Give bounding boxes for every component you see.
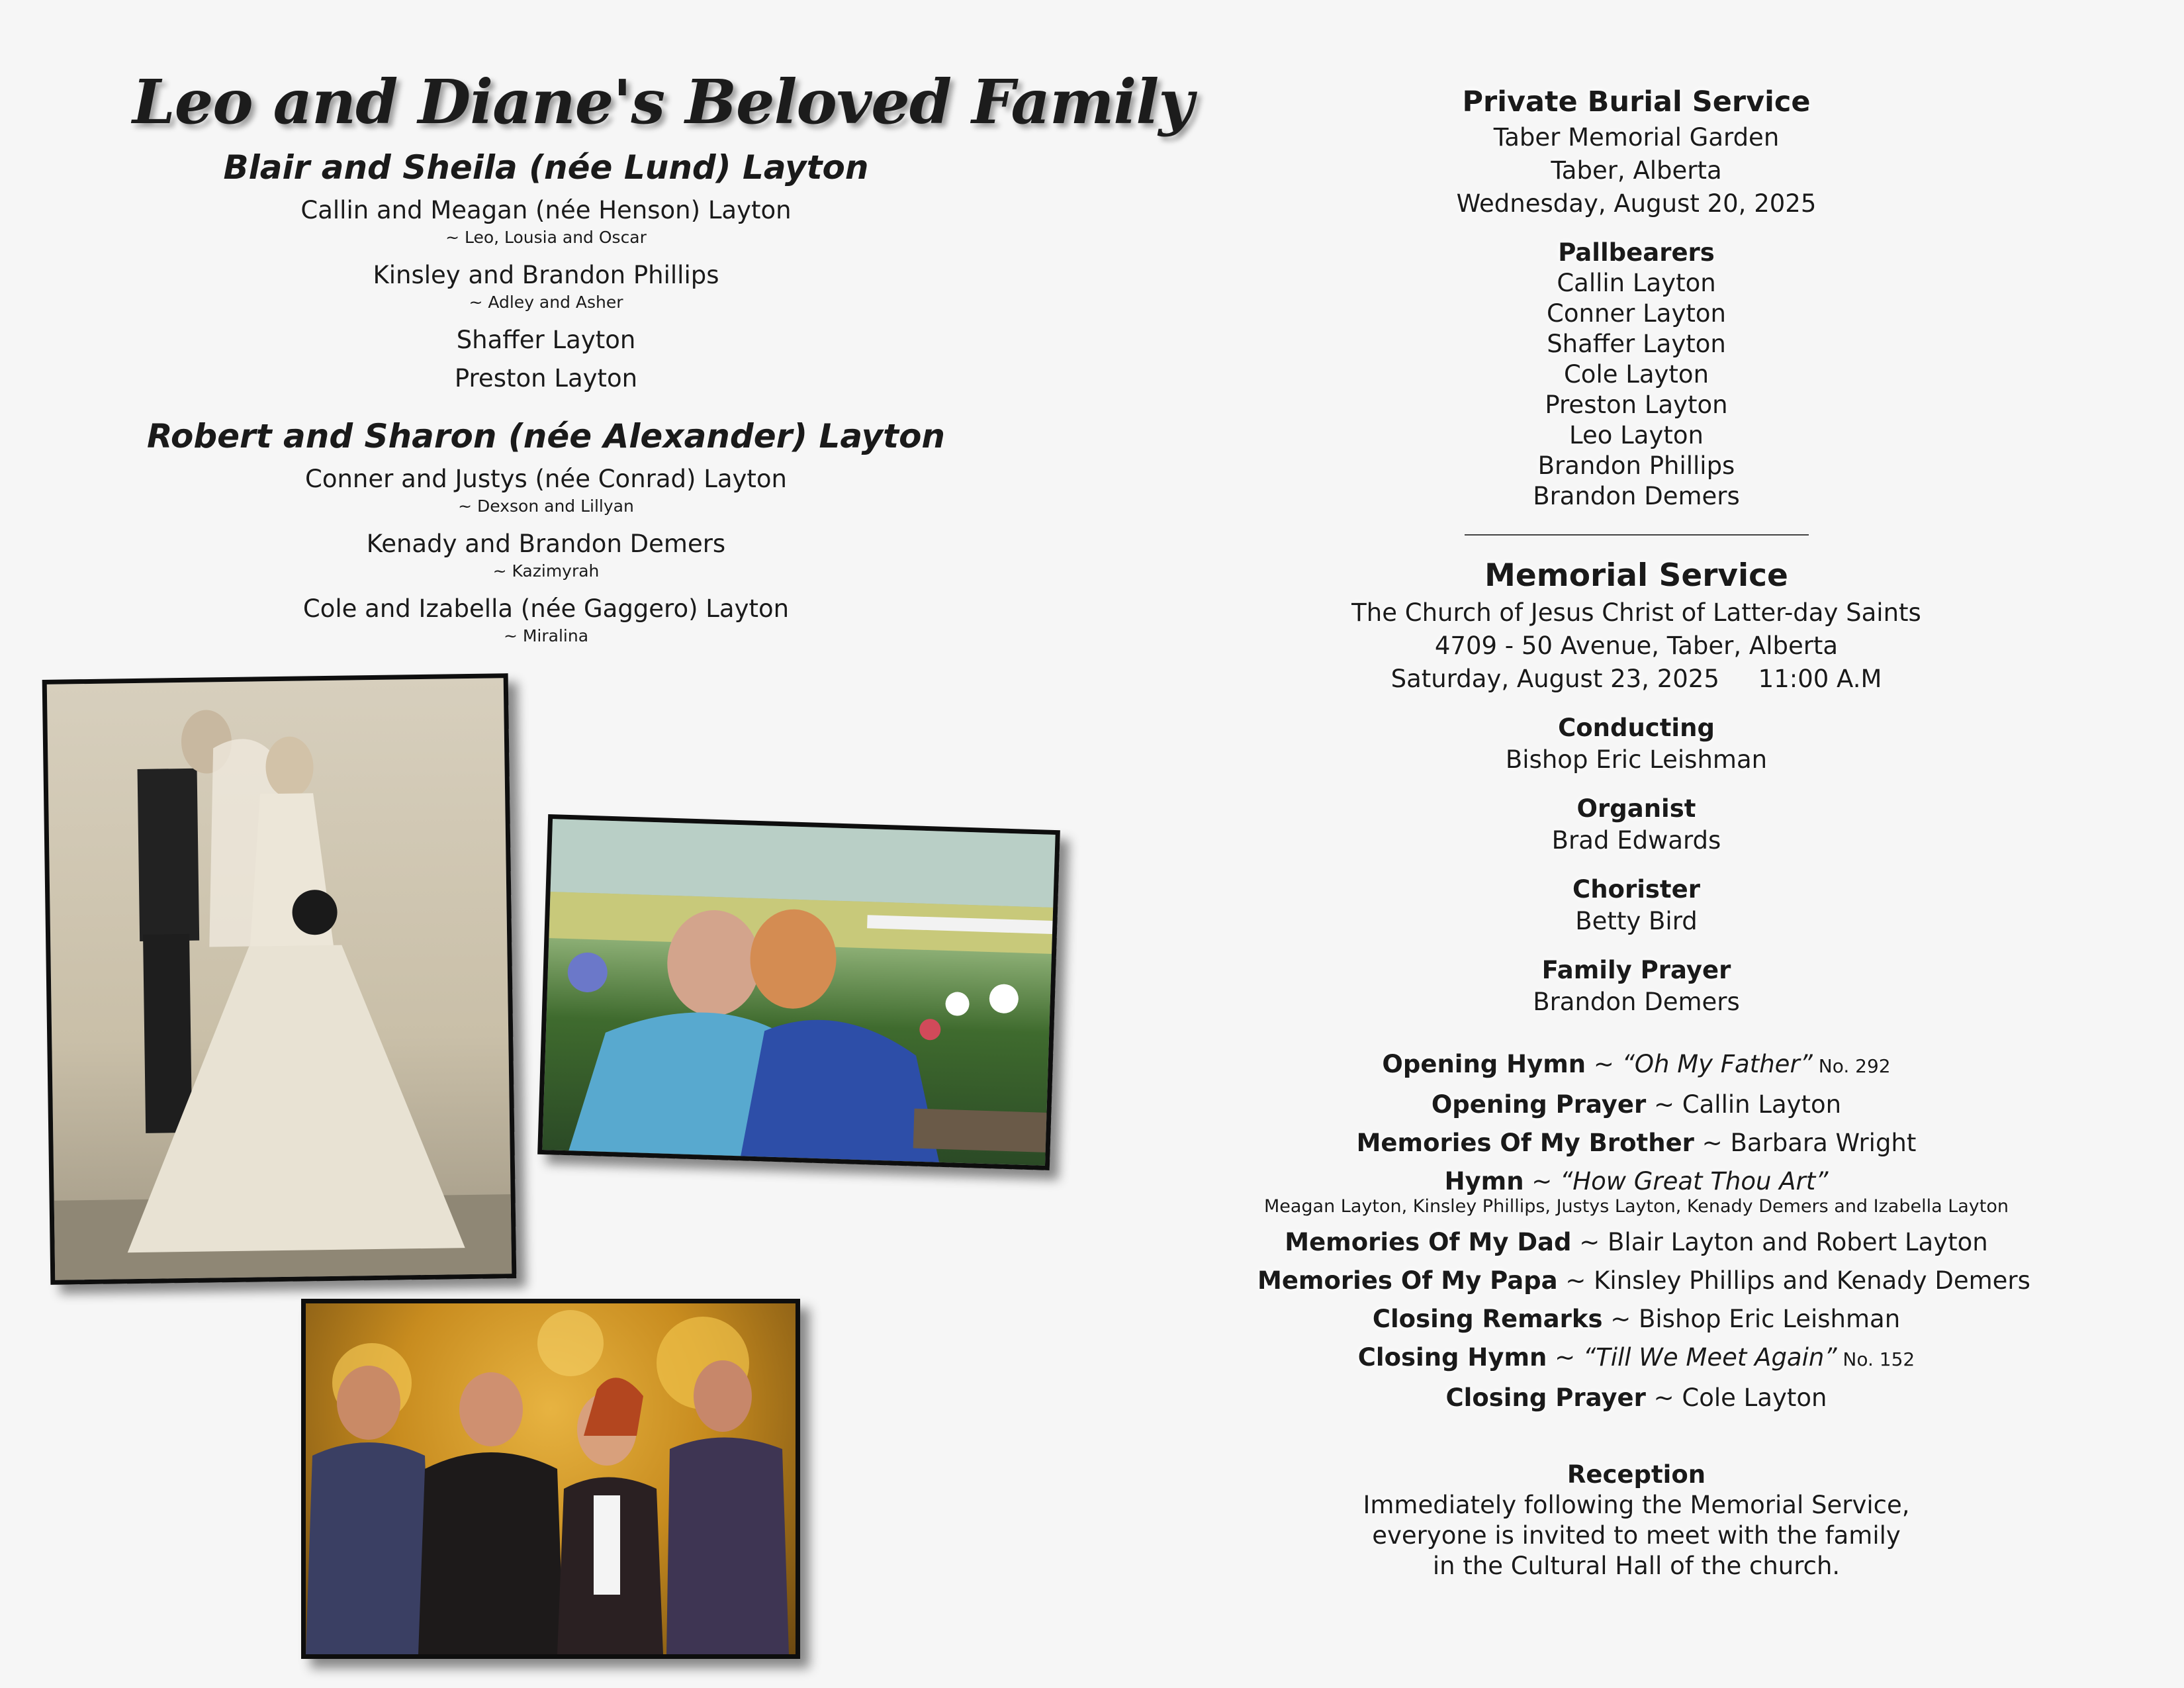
grandchildren: ~ Dexson and Lillyan <box>458 496 634 516</box>
role-label: Chorister <box>1572 875 1700 904</box>
pallbearer: Conner Layton <box>1547 299 1726 328</box>
reception-line: Immediately following the Memorial Service, <box>1363 1491 1910 1519</box>
role-name: Brandon Demers <box>1533 988 1740 1016</box>
grandchildren: ~ Leo, Lousia and Oscar <box>445 228 647 247</box>
reception <box>1257 1460 2015 1581</box>
pallbearers-label: Pallbearers <box>1558 238 1715 267</box>
couple-photo <box>537 814 1060 1170</box>
role-label: Conducting <box>1558 714 1715 742</box>
role-family-prayer <box>1257 955 2015 1019</box>
family-group <box>132 417 960 647</box>
role-chorister <box>1257 874 2015 938</box>
grandchildren: ~ Miralina <box>503 626 589 645</box>
family-member: Shaffer Layton <box>456 326 636 354</box>
burial-place: Taber Memorial Garden <box>1493 123 1780 152</box>
role-name: Betty Bird <box>1575 907 1698 935</box>
section-divider <box>1465 534 1809 536</box>
pallbearer: Cole Layton <box>1563 360 1709 389</box>
reception-line: everyone is invited to meet with the family <box>1372 1521 1901 1550</box>
reception-title: Reception <box>1567 1460 1706 1489</box>
program-memories-dad: Memories Of My Dad ~ Blair Layton and Robert Layton <box>1285 1228 1988 1256</box>
role-conducting <box>1257 713 2015 776</box>
family-member: Cole and Izabella (née Gaggero) Layton <box>302 594 790 623</box>
family-title: Leo and Diane's Beloved Family <box>132 66 1193 138</box>
service-details <box>1257 83 2030 1581</box>
role-organist <box>1257 794 2015 857</box>
pallbearer: Brandon Phillips <box>1537 451 1735 480</box>
pallbearer: Callin Layton <box>1557 269 1716 297</box>
program-closing-hymn: Closing Hymn ~ “Till We Meet Again” No. 152 <box>1357 1343 1915 1372</box>
program-memories-papa: Memories Of My Papa ~ Kinsley Phillips and Kenady Demers <box>1257 1266 2030 1295</box>
memorial-address: 4709 - 50 Avenue, Taber, Alberta <box>1434 632 1839 660</box>
family-member: Conner and Justys (née Conrad) Layton <box>304 465 787 493</box>
family-head: Blair and Sheila (née Lund) Layton <box>223 148 869 187</box>
family-photo <box>301 1299 800 1659</box>
grandchildren: ~ Kazimyrah <box>492 561 600 581</box>
pallbearer: Shaffer Layton <box>1547 330 1726 358</box>
family-member: Kinsley and Brandon Phillips <box>373 261 719 289</box>
pallbearer: Leo Layton <box>1569 421 1704 449</box>
memorial-title: Memorial Service <box>1484 557 1788 594</box>
program-closing-prayer: Closing Prayer ~ Cole Layton <box>1445 1383 1827 1412</box>
family-member: Preston Layton <box>454 364 638 393</box>
pallbearer: Brandon Demers <box>1533 482 1740 510</box>
family-member: Kenady and Brandon Demers <box>366 530 726 558</box>
reception-line: in the Cultural Hall of the church. <box>1432 1552 1841 1580</box>
family-section <box>132 66 1193 658</box>
pallbearers <box>1257 238 2015 512</box>
program-opening-prayer: Opening Prayer ~ Callin Layton <box>1431 1090 1842 1119</box>
burial-date: Wednesday, August 20, 2025 <box>1456 189 1817 218</box>
memorial-place: The Church of Jesus Christ of Latter-day Saints <box>1351 598 1921 627</box>
program-opening-hymn: Opening Hymn ~ “Oh My Father” No. 292 <box>1382 1050 1891 1078</box>
program-hymn: Hymn ~ “How Great Thou Art” <box>1444 1167 1829 1196</box>
burial-city: Taber, Alberta <box>1551 156 1722 185</box>
family-group <box>132 148 960 395</box>
role-name: Bishop Eric Leishman <box>1505 745 1768 774</box>
role-label: Family Prayer <box>1541 956 1731 984</box>
program <box>1257 1045 2030 1417</box>
wedding-photo <box>42 673 517 1285</box>
memorial-datetime: Saturday, August 23, 2025 11:00 A.M <box>1390 665 1882 693</box>
program-closing-remarks: Closing Remarks ~ Bishop Eric Leishman <box>1372 1305 1901 1333</box>
pallbearer: Preston Layton <box>1545 391 1728 419</box>
family-member: Callin and Meagan (née Henson) Layton <box>300 196 792 224</box>
grandchildren: ~ Adley and Asher <box>469 293 623 312</box>
hymn-performers: Meagan Layton, Kinsley Phillips, Justys Layton, Kenady Demers and Izabella Layton <box>1263 1196 2009 1217</box>
burial-title: Private Burial Service <box>1462 85 1811 118</box>
role-label: Organist <box>1576 794 1696 823</box>
family-head: Robert and Sharon (née Alexander) Layton <box>146 417 946 455</box>
role-name: Brad Edwards <box>1551 826 1721 855</box>
program-memories-brother: Memories Of My Brother ~ Barbara Wright <box>1356 1129 1917 1157</box>
